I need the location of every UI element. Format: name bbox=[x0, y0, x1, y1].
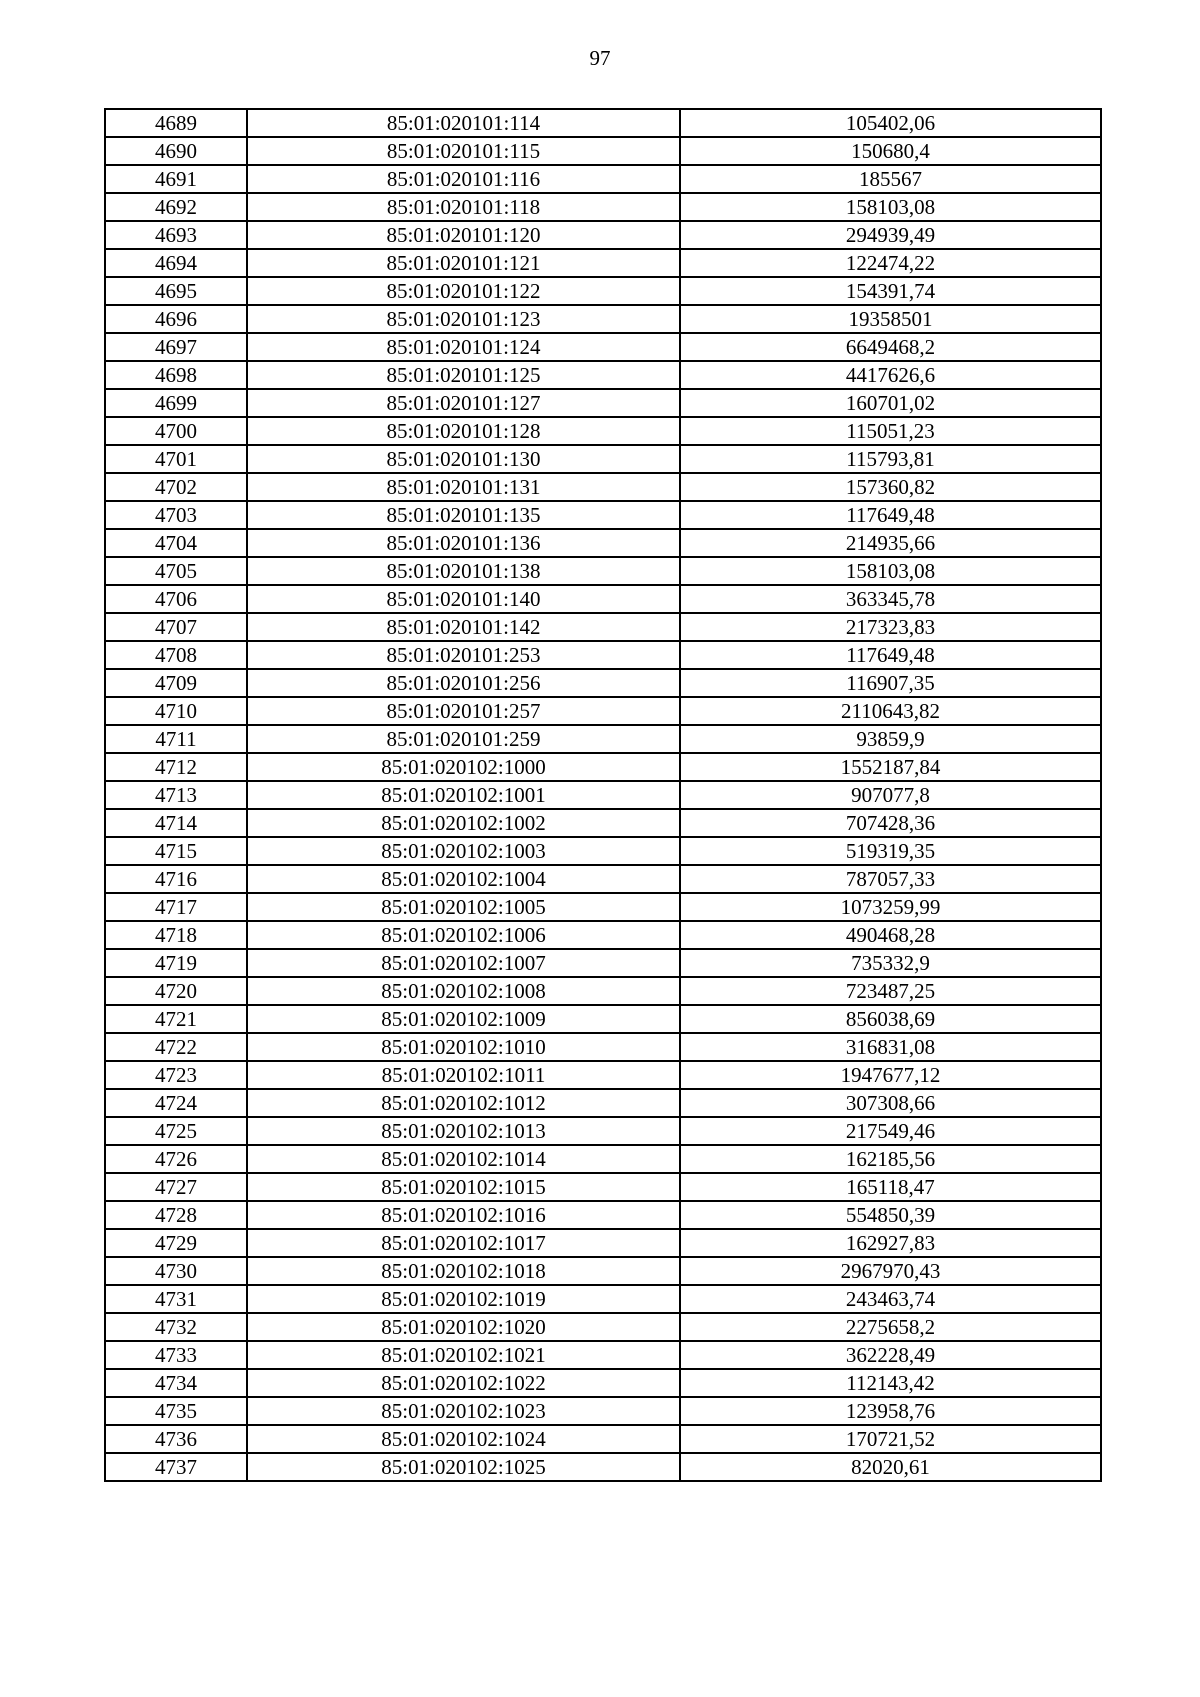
table-row bbox=[105, 977, 1101, 1005]
table-row bbox=[105, 221, 1101, 249]
row-number-cell: 4732 bbox=[105, 1313, 247, 1341]
cadastral-number-cell: 85:01:020102:1024 bbox=[247, 1425, 680, 1453]
row-number-cell: 4692 bbox=[105, 193, 247, 221]
value-cell: 123958,76 bbox=[680, 1397, 1101, 1425]
cadastral-number-cell: 85:01:020101:136 bbox=[247, 529, 680, 557]
row-number-cell: 4691 bbox=[105, 165, 247, 193]
table-row bbox=[105, 725, 1101, 753]
table-row bbox=[105, 1229, 1101, 1257]
cadastral-number-cell: 85:01:020102:1011 bbox=[247, 1061, 680, 1089]
cadastral-number-cell: 85:01:020101:131 bbox=[247, 473, 680, 501]
row-number-cell: 4714 bbox=[105, 809, 247, 837]
value-cell: 165118,47 bbox=[680, 1173, 1101, 1201]
table-row bbox=[105, 557, 1101, 585]
table-row bbox=[105, 473, 1101, 501]
value-cell: 787057,33 bbox=[680, 865, 1101, 893]
table-row bbox=[105, 585, 1101, 613]
row-number-cell: 4710 bbox=[105, 697, 247, 725]
row-number-cell: 4727 bbox=[105, 1173, 247, 1201]
table-row bbox=[105, 641, 1101, 669]
value-cell: 723487,25 bbox=[680, 977, 1101, 1005]
row-number-cell: 4728 bbox=[105, 1201, 247, 1229]
value-cell: 150680,4 bbox=[680, 137, 1101, 165]
row-number-cell: 4736 bbox=[105, 1425, 247, 1453]
value-cell: 115051,23 bbox=[680, 417, 1101, 445]
table-row bbox=[105, 921, 1101, 949]
page-number: 97 bbox=[589, 46, 611, 70]
value-cell: 82020,61 bbox=[680, 1453, 1101, 1481]
table-row bbox=[105, 193, 1101, 221]
cadastral-number-cell: 85:01:020101:123 bbox=[247, 305, 680, 333]
table-row bbox=[105, 109, 1101, 137]
table-row bbox=[105, 137, 1101, 165]
row-number-cell: 4690 bbox=[105, 137, 247, 165]
row-number-cell: 4696 bbox=[105, 305, 247, 333]
value-cell: 185567 bbox=[680, 165, 1101, 193]
cadastral-number-cell: 85:01:020101:116 bbox=[247, 165, 680, 193]
row-number-cell: 4724 bbox=[105, 1089, 247, 1117]
cadastral-number-cell: 85:01:020101:115 bbox=[247, 137, 680, 165]
value-cell: 122474,22 bbox=[680, 249, 1101, 277]
cadastral-value-table bbox=[104, 108, 1102, 1482]
row-number-cell: 4700 bbox=[105, 417, 247, 445]
row-number-cell: 4698 bbox=[105, 361, 247, 389]
table-row bbox=[105, 1033, 1101, 1061]
row-number-cell: 4699 bbox=[105, 389, 247, 417]
value-cell: 154391,74 bbox=[680, 277, 1101, 305]
cadastral-number-cell: 85:01:020101:118 bbox=[247, 193, 680, 221]
table-row bbox=[105, 697, 1101, 725]
cadastral-number-cell: 85:01:020102:1012 bbox=[247, 1089, 680, 1117]
row-number-cell: 4706 bbox=[105, 585, 247, 613]
cadastral-number-cell: 85:01:020102:1025 bbox=[247, 1453, 680, 1481]
cadastral-number-cell: 85:01:020101:130 bbox=[247, 445, 680, 473]
value-cell: 2967970,43 bbox=[680, 1257, 1101, 1285]
row-number-cell: 4689 bbox=[105, 109, 247, 137]
table-row bbox=[105, 165, 1101, 193]
cadastral-number-cell: 85:01:020101:114 bbox=[247, 109, 680, 137]
cadastral-number-cell: 85:01:020102:1022 bbox=[247, 1369, 680, 1397]
cadastral-number-cell: 85:01:020101:257 bbox=[247, 697, 680, 725]
value-cell: 158103,08 bbox=[680, 557, 1101, 585]
row-number-cell: 4709 bbox=[105, 669, 247, 697]
cadastral-number-cell: 85:01:020101:128 bbox=[247, 417, 680, 445]
cadastral-number-cell: 85:01:020101:120 bbox=[247, 221, 680, 249]
row-number-cell: 4733 bbox=[105, 1341, 247, 1369]
table-row bbox=[105, 949, 1101, 977]
table-row bbox=[105, 249, 1101, 277]
row-number-cell: 4711 bbox=[105, 725, 247, 753]
cadastral-number-cell: 85:01:020102:1003 bbox=[247, 837, 680, 865]
row-number-cell: 4735 bbox=[105, 1397, 247, 1425]
table-row bbox=[105, 809, 1101, 837]
row-number-cell: 4731 bbox=[105, 1285, 247, 1313]
value-cell: 162185,56 bbox=[680, 1145, 1101, 1173]
value-cell: 2110643,82 bbox=[680, 697, 1101, 725]
row-number-cell: 4716 bbox=[105, 865, 247, 893]
value-cell: 117649,48 bbox=[680, 641, 1101, 669]
table-row bbox=[105, 361, 1101, 389]
value-cell: 4417626,6 bbox=[680, 361, 1101, 389]
value-cell: 294939,49 bbox=[680, 221, 1101, 249]
value-cell: 158103,08 bbox=[680, 193, 1101, 221]
table-row bbox=[105, 501, 1101, 529]
cadastral-number-cell: 85:01:020101:127 bbox=[247, 389, 680, 417]
table-row bbox=[105, 1369, 1101, 1397]
row-number-cell: 4721 bbox=[105, 1005, 247, 1033]
value-cell: 362228,49 bbox=[680, 1341, 1101, 1369]
cadastral-number-cell: 85:01:020101:121 bbox=[247, 249, 680, 277]
table-row bbox=[105, 1201, 1101, 1229]
value-cell: 1073259,99 bbox=[680, 893, 1101, 921]
cadastral-number-cell: 85:01:020102:1010 bbox=[247, 1033, 680, 1061]
table-row bbox=[105, 865, 1101, 893]
table-row bbox=[105, 613, 1101, 641]
table-row bbox=[105, 417, 1101, 445]
value-cell: 2275658,2 bbox=[680, 1313, 1101, 1341]
table-row bbox=[105, 669, 1101, 697]
value-cell: 6649468,2 bbox=[680, 333, 1101, 361]
cadastral-number-cell: 85:01:020102:1016 bbox=[247, 1201, 680, 1229]
value-cell: 1552187,84 bbox=[680, 753, 1101, 781]
cadastral-number-cell: 85:01:020101:125 bbox=[247, 361, 680, 389]
cadastral-number-cell: 85:01:020102:1020 bbox=[247, 1313, 680, 1341]
table-row bbox=[105, 1257, 1101, 1285]
table-row bbox=[105, 893, 1101, 921]
value-cell: 1947677,12 bbox=[680, 1061, 1101, 1089]
cadastral-number-cell: 85:01:020102:1015 bbox=[247, 1173, 680, 1201]
row-number-cell: 4719 bbox=[105, 949, 247, 977]
row-number-cell: 4701 bbox=[105, 445, 247, 473]
row-number-cell: 4707 bbox=[105, 613, 247, 641]
table-row bbox=[105, 1285, 1101, 1313]
row-number-cell: 4694 bbox=[105, 249, 247, 277]
row-number-cell: 4726 bbox=[105, 1145, 247, 1173]
table-row bbox=[105, 1453, 1101, 1481]
row-number-cell: 4720 bbox=[105, 977, 247, 1005]
row-number-cell: 4702 bbox=[105, 473, 247, 501]
value-cell: 160701,02 bbox=[680, 389, 1101, 417]
row-number-cell: 4703 bbox=[105, 501, 247, 529]
cadastral-number-cell: 85:01:020102:1005 bbox=[247, 893, 680, 921]
value-cell: 735332,9 bbox=[680, 949, 1101, 977]
table-row bbox=[105, 445, 1101, 473]
table-row bbox=[105, 1061, 1101, 1089]
value-cell: 217549,46 bbox=[680, 1117, 1101, 1145]
table-row bbox=[105, 277, 1101, 305]
value-cell: 519319,35 bbox=[680, 837, 1101, 865]
value-cell: 554850,39 bbox=[680, 1201, 1101, 1229]
cadastral-number-cell: 85:01:020102:1007 bbox=[247, 949, 680, 977]
row-number-cell: 4730 bbox=[105, 1257, 247, 1285]
value-cell: 117649,48 bbox=[680, 501, 1101, 529]
value-cell: 157360,82 bbox=[680, 473, 1101, 501]
table-row bbox=[105, 837, 1101, 865]
cadastral-number-cell: 85:01:020102:1002 bbox=[247, 809, 680, 837]
row-number-cell: 4737 bbox=[105, 1453, 247, 1481]
table-row bbox=[105, 781, 1101, 809]
value-cell: 707428,36 bbox=[680, 809, 1101, 837]
table-row bbox=[105, 1145, 1101, 1173]
row-number-cell: 4734 bbox=[105, 1369, 247, 1397]
value-cell: 490468,28 bbox=[680, 921, 1101, 949]
cadastral-number-cell: 85:01:020102:1006 bbox=[247, 921, 680, 949]
table-row bbox=[105, 305, 1101, 333]
table-row bbox=[105, 1005, 1101, 1033]
value-cell: 316831,08 bbox=[680, 1033, 1101, 1061]
value-cell: 115793,81 bbox=[680, 445, 1101, 473]
row-number-cell: 4722 bbox=[105, 1033, 247, 1061]
cadastral-number-cell: 85:01:020102:1018 bbox=[247, 1257, 680, 1285]
row-number-cell: 4704 bbox=[105, 529, 247, 557]
table-row bbox=[105, 1117, 1101, 1145]
row-number-cell: 4705 bbox=[105, 557, 247, 585]
row-number-cell: 4729 bbox=[105, 1229, 247, 1257]
value-cell: 243463,74 bbox=[680, 1285, 1101, 1313]
row-number-cell: 4717 bbox=[105, 893, 247, 921]
table-row bbox=[105, 1397, 1101, 1425]
table-body bbox=[105, 109, 1101, 1481]
table-row bbox=[105, 1089, 1101, 1117]
value-cell: 907077,8 bbox=[680, 781, 1101, 809]
table-row bbox=[105, 1173, 1101, 1201]
value-cell: 19358501 bbox=[680, 305, 1101, 333]
table-row bbox=[105, 1425, 1101, 1453]
cadastral-number-cell: 85:01:020101:142 bbox=[247, 613, 680, 641]
cadastral-number-cell: 85:01:020101:256 bbox=[247, 669, 680, 697]
cadastral-number-cell: 85:01:020101:138 bbox=[247, 557, 680, 585]
cadastral-number-cell: 85:01:020102:1008 bbox=[247, 977, 680, 1005]
row-number-cell: 4712 bbox=[105, 753, 247, 781]
row-number-cell: 4718 bbox=[105, 921, 247, 949]
value-cell: 116907,35 bbox=[680, 669, 1101, 697]
cadastral-number-cell: 85:01:020101:253 bbox=[247, 641, 680, 669]
row-number-cell: 4725 bbox=[105, 1117, 247, 1145]
value-cell: 112143,42 bbox=[680, 1369, 1101, 1397]
table-row bbox=[105, 529, 1101, 557]
row-number-cell: 4723 bbox=[105, 1061, 247, 1089]
row-number-cell: 4695 bbox=[105, 277, 247, 305]
cadastral-number-cell: 85:01:020101:124 bbox=[247, 333, 680, 361]
value-cell: 856038,69 bbox=[680, 1005, 1101, 1033]
row-number-cell: 4715 bbox=[105, 837, 247, 865]
value-cell: 105402,06 bbox=[680, 109, 1101, 137]
value-cell: 214935,66 bbox=[680, 529, 1101, 557]
cadastral-number-cell: 85:01:020101:140 bbox=[247, 585, 680, 613]
value-cell: 307308,66 bbox=[680, 1089, 1101, 1117]
cadastral-number-cell: 85:01:020101:122 bbox=[247, 277, 680, 305]
cadastral-number-cell: 85:01:020101:259 bbox=[247, 725, 680, 753]
value-cell: 93859,9 bbox=[680, 725, 1101, 753]
table-row bbox=[105, 753, 1101, 781]
cadastral-number-cell: 85:01:020102:1013 bbox=[247, 1117, 680, 1145]
cadastral-number-cell: 85:01:020102:1000 bbox=[247, 753, 680, 781]
cadastral-number-cell: 85:01:020102:1004 bbox=[247, 865, 680, 893]
value-cell: 363345,78 bbox=[680, 585, 1101, 613]
row-number-cell: 4697 bbox=[105, 333, 247, 361]
table-row bbox=[105, 389, 1101, 417]
cadastral-number-cell: 85:01:020102:1021 bbox=[247, 1341, 680, 1369]
cadastral-number-cell: 85:01:020102:1014 bbox=[247, 1145, 680, 1173]
row-number-cell: 4713 bbox=[105, 781, 247, 809]
cadastral-number-cell: 85:01:020101:135 bbox=[247, 501, 680, 529]
row-number-cell: 4708 bbox=[105, 641, 247, 669]
value-cell: 170721,52 bbox=[680, 1425, 1101, 1453]
cadastral-number-cell: 85:01:020102:1023 bbox=[247, 1397, 680, 1425]
table-row bbox=[105, 333, 1101, 361]
cadastral-number-cell: 85:01:020102:1009 bbox=[247, 1005, 680, 1033]
value-cell: 162927,83 bbox=[680, 1229, 1101, 1257]
cadastral-number-cell: 85:01:020102:1019 bbox=[247, 1285, 680, 1313]
cadastral-number-cell: 85:01:020102:1001 bbox=[247, 781, 680, 809]
value-cell: 217323,83 bbox=[680, 613, 1101, 641]
cadastral-number-cell: 85:01:020102:1017 bbox=[247, 1229, 680, 1257]
table-row bbox=[105, 1341, 1101, 1369]
table-row bbox=[105, 1313, 1101, 1341]
row-number-cell: 4693 bbox=[105, 221, 247, 249]
